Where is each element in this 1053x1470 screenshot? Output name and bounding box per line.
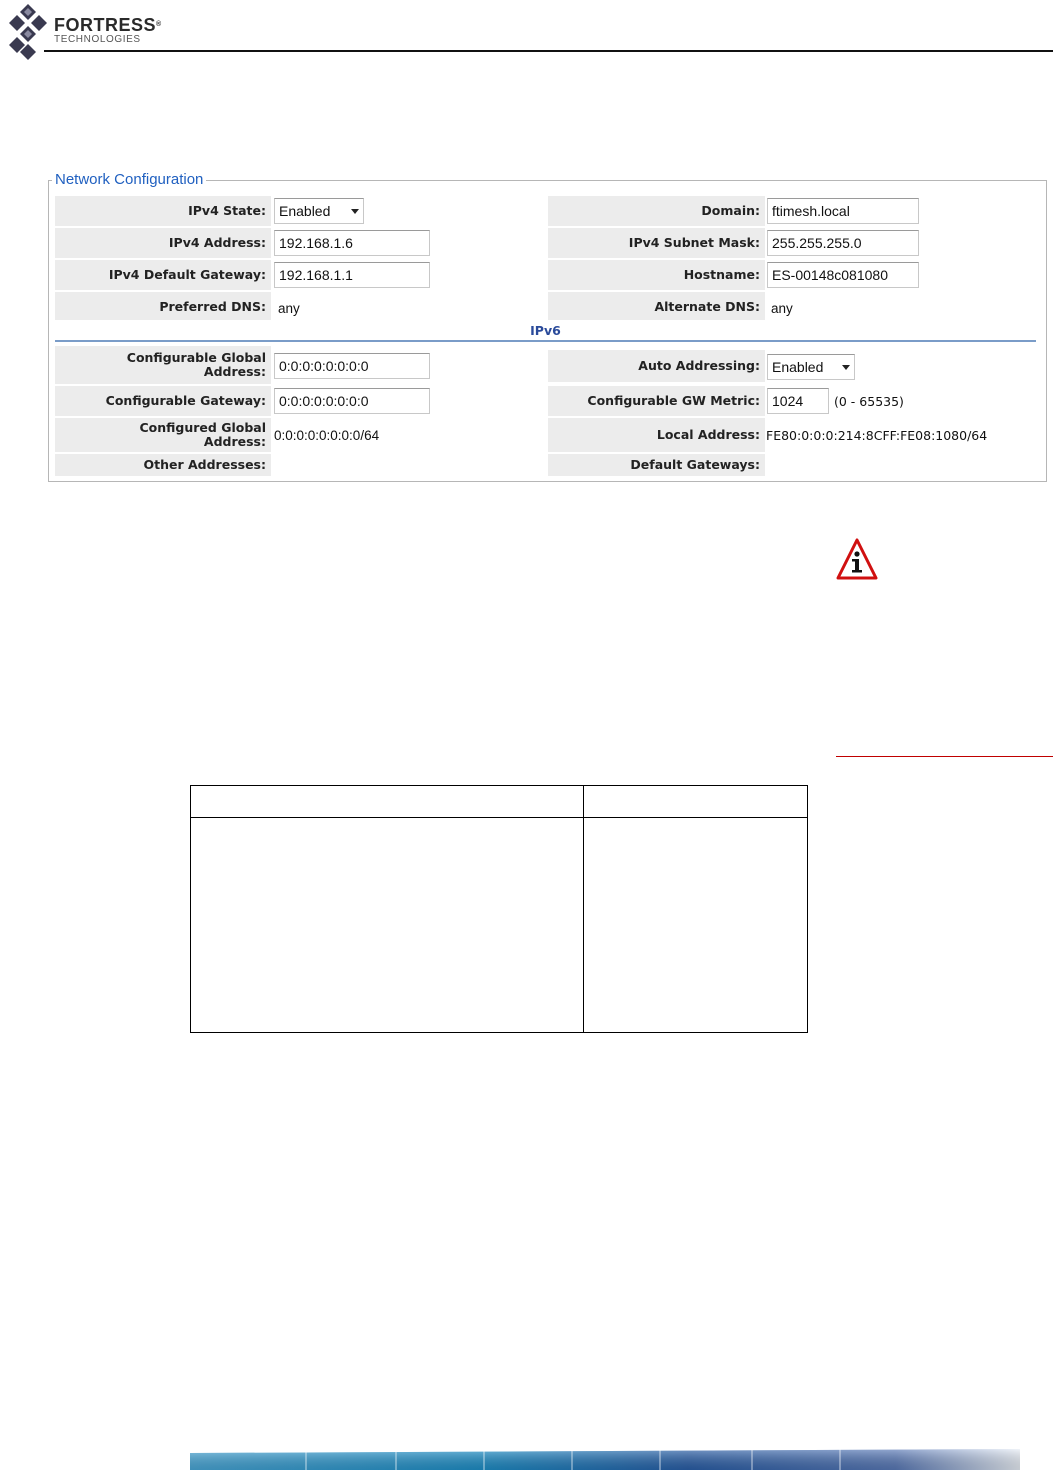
ipv4-subnet-mask-label: IPv4 Subnet Mask: bbox=[548, 228, 765, 258]
other-addresses-label: Other Addresses: bbox=[55, 454, 271, 476]
auto-addressing-select[interactable] bbox=[767, 354, 855, 380]
domain-input[interactable]: ftimesh.local bbox=[767, 198, 919, 224]
table-column-divider bbox=[583, 786, 584, 1032]
footer-decorative-bar bbox=[190, 1449, 1020, 1470]
configurable-global-address-input[interactable]: 0:0:0:0:0:0:0:0 bbox=[274, 353, 430, 379]
table-header-divider bbox=[191, 817, 807, 818]
hostname-input[interactable]: ES-00148c081080 bbox=[767, 262, 919, 288]
ipv4-state-select[interactable] bbox=[274, 198, 364, 224]
local-address-label: Local Address: bbox=[548, 418, 765, 452]
hostname-label: Hostname: bbox=[548, 260, 765, 290]
configured-global-address-label-line1: Configured Global bbox=[139, 420, 266, 435]
domain-label: Domain: bbox=[548, 196, 765, 226]
configurable-gw-metric-input[interactable]: 1024 bbox=[767, 388, 829, 414]
configurable-gateway-input[interactable]: 0:0:0:0:0:0:0:0 bbox=[274, 388, 430, 414]
brand-mark: ® bbox=[156, 21, 162, 28]
alternate-dns-value: any bbox=[771, 300, 793, 316]
configured-global-address-label bbox=[55, 418, 271, 452]
configurable-global-address-label-line2: Address: bbox=[203, 364, 266, 379]
chevron-down-icon bbox=[842, 365, 850, 370]
configurable-global-address-label-line1: Configurable Global bbox=[126, 350, 266, 365]
gw-metric-range: (0 - 65535) bbox=[834, 393, 904, 409]
ipv4-default-gateway-label: IPv4 Default Gateway: bbox=[55, 260, 271, 290]
configurable-gateway-label: Configurable Gateway: bbox=[55, 386, 271, 416]
auto-addressing-label: Auto Addressing: bbox=[548, 350, 765, 382]
panel-legend: Network Configuration bbox=[52, 171, 206, 188]
ipv4-address-input[interactable]: 192.168.1.6 bbox=[274, 230, 430, 256]
ipv4-subnet-mask-input[interactable]: 255.255.255.0 bbox=[767, 230, 919, 256]
alternate-dns-label: Alternate DNS: bbox=[548, 292, 765, 322]
note-rule bbox=[836, 756, 1053, 757]
brand-sub: TECHNOLOGIES bbox=[54, 34, 141, 45]
empty-table bbox=[190, 785, 808, 1033]
preferred-dns-value: any bbox=[278, 300, 300, 316]
ipv4-state-value: Enabled bbox=[279, 203, 331, 219]
default-gateways-label: Default Gateways: bbox=[548, 454, 765, 476]
chevron-down-icon bbox=[351, 209, 359, 214]
header-rule bbox=[44, 50, 1053, 52]
configurable-gw-metric-label: Configurable GW Metric: bbox=[548, 386, 765, 416]
configured-global-address-label-line2: Address: bbox=[203, 434, 266, 449]
preferred-dns-label: Preferred DNS: bbox=[55, 292, 271, 322]
ipv6-section-header: IPv6 bbox=[55, 320, 1036, 342]
auto-addressing-value: Enabled bbox=[772, 359, 824, 375]
configurable-global-address-label bbox=[55, 346, 271, 384]
logo-text bbox=[54, 16, 162, 45]
caution-info-icon bbox=[836, 537, 878, 581]
ipv4-state-label: IPv4 State: bbox=[55, 196, 271, 226]
ipv4-address-label: IPv4 Address: bbox=[55, 228, 271, 258]
ipv4-default-gateway-input[interactable]: 192.168.1.1 bbox=[274, 262, 430, 288]
brand-name: FORTRESS bbox=[54, 15, 157, 35]
configured-global-address-value: 0:0:0:0:0:0:0:0/64 bbox=[274, 427, 380, 443]
local-address-value: FE80:0:0:0:214:8CFF:FE08:1080/64 bbox=[766, 427, 988, 443]
